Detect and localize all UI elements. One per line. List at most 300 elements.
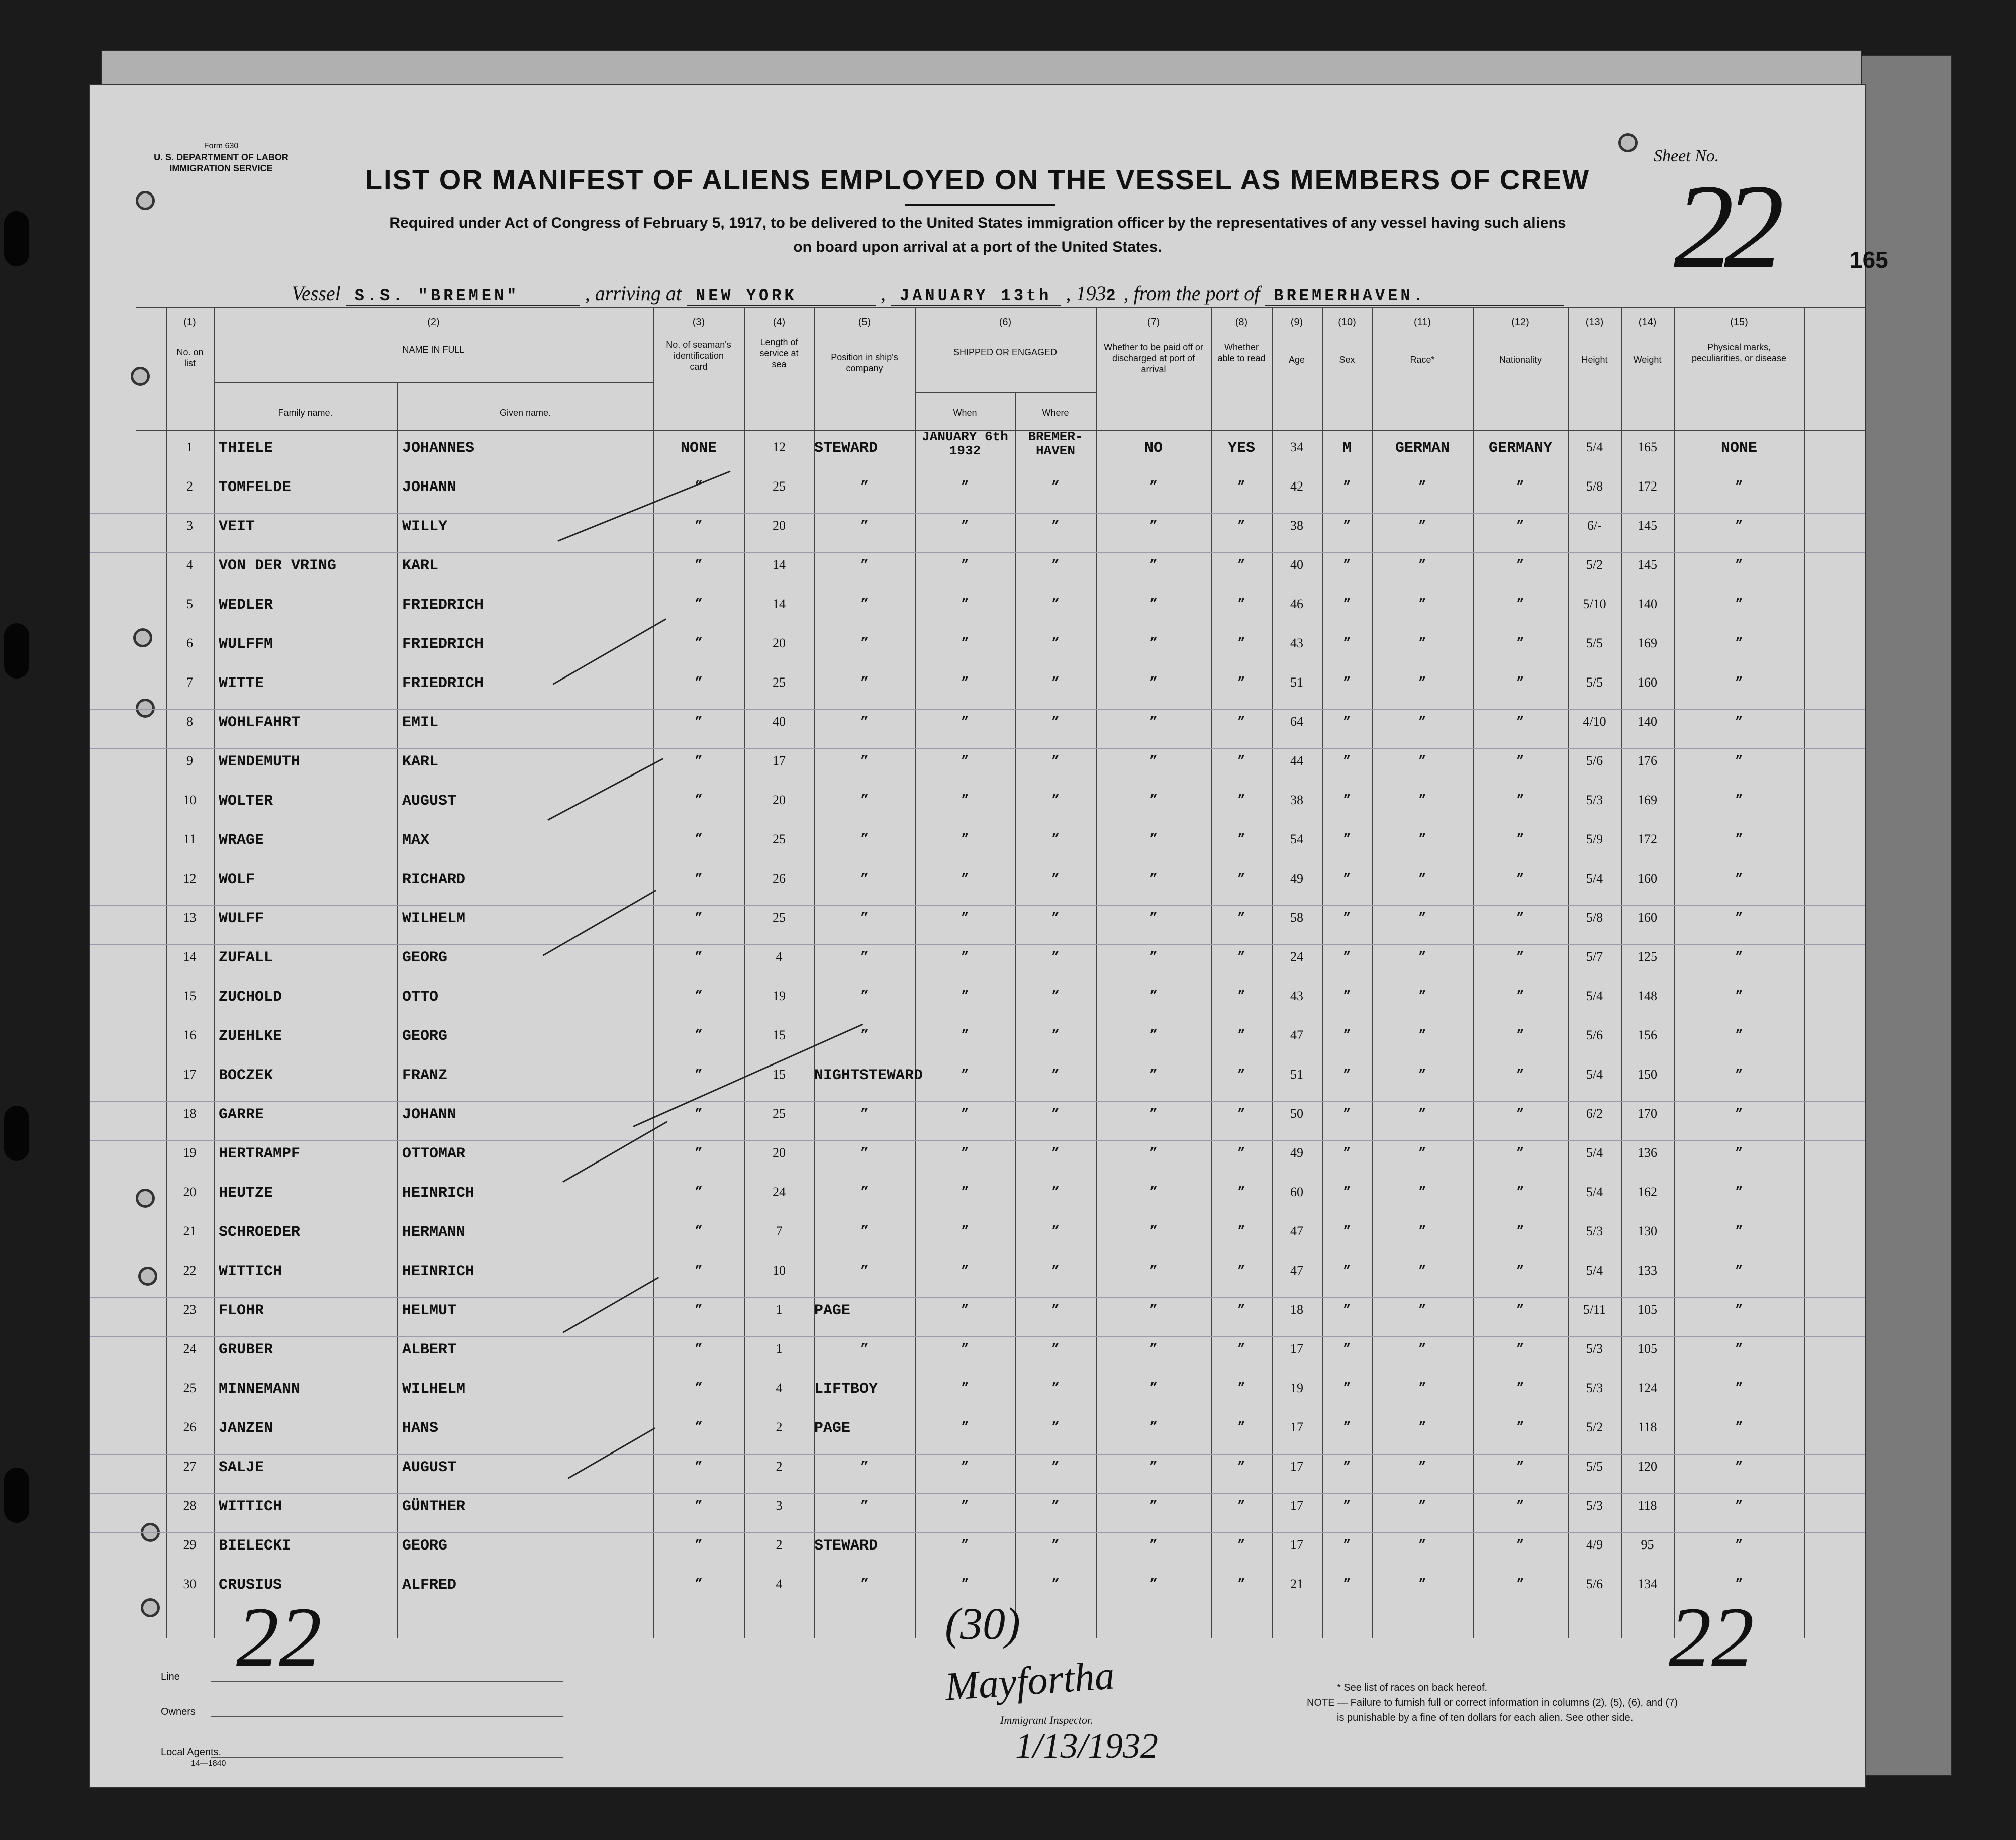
given-name: GEORG <box>402 1028 448 1045</box>
row-number: 18 <box>183 1106 197 1121</box>
ditto-mark: ” <box>961 832 969 847</box>
handwritten-sheet-number-left: 22 <box>236 1590 322 1684</box>
ditto-mark: ” <box>1735 1577 1743 1592</box>
vessel-line: Vessel S.S. "BREMEN" , arriving at NEW YORK , JANUARY 13th , 1932 , from the port of BREMERHAVEN. <box>292 281 1564 306</box>
row-number: 14 <box>183 949 197 964</box>
height: 5/4 <box>1586 871 1603 886</box>
ditto-mark: ” <box>1343 1185 1351 1200</box>
age: 40 <box>1290 557 1303 572</box>
ditto-mark: ” <box>1735 1185 1743 1200</box>
ditto-mark: ” <box>1149 1224 1158 1239</box>
ditto-mark: ” <box>1516 989 1524 1004</box>
col-number: (2) <box>427 317 440 328</box>
ditto-mark: ” <box>1418 597 1426 612</box>
length-of-service: 12 <box>773 440 786 454</box>
ditto-mark: ” <box>1051 675 1060 690</box>
ditto-mark: ” <box>695 793 703 808</box>
height: 6/2 <box>1586 1106 1603 1121</box>
ditto-mark: ” <box>695 1577 703 1592</box>
ditto-mark: ” <box>1051 1302 1060 1317</box>
ditto-mark: ” <box>1343 1263 1351 1278</box>
height: 5/8 <box>1586 479 1603 494</box>
family-name: HEUTZE <box>219 1185 273 1202</box>
ditto-mark: ” <box>1051 1145 1060 1160</box>
family-name: WOLF <box>219 871 255 888</box>
ditto-mark: ” <box>1418 832 1426 847</box>
col-header-nationality: Nationality <box>1499 355 1542 365</box>
ditto-mark: ” <box>961 1224 969 1239</box>
row-number: 29 <box>183 1537 197 1552</box>
ditto-mark: ” <box>1516 518 1524 533</box>
family-name: VEIT <box>219 518 255 535</box>
height: 5/4 <box>1586 1067 1603 1082</box>
ditto-mark: ” <box>1735 1420 1743 1435</box>
position: ” <box>860 675 869 690</box>
weight: 124 <box>1638 1381 1657 1395</box>
row-number: 12 <box>183 871 197 886</box>
age: 44 <box>1290 753 1303 768</box>
ditto-mark: ” <box>961 1577 969 1592</box>
ditto-mark: ” <box>1343 597 1351 612</box>
row-number: 16 <box>183 1028 197 1042</box>
row-rule <box>90 552 1865 553</box>
ditto-mark: ” <box>1149 1341 1158 1357</box>
ditto-mark: ” <box>961 1263 969 1278</box>
shipped-subheader-rule <box>915 392 1096 393</box>
shipped-when: JANUARY 6th 1932 <box>922 429 1008 458</box>
length-of-service: 20 <box>773 518 786 533</box>
family-name: SALJE <box>219 1459 264 1476</box>
ditto-mark: ” <box>1149 479 1158 494</box>
age: 51 <box>1290 1067 1303 1082</box>
paid-off: NO <box>1144 440 1163 457</box>
age: 60 <box>1290 1185 1303 1199</box>
row-number: 22 <box>183 1263 197 1278</box>
ditto-mark: ” <box>1149 1185 1158 1200</box>
col-header-service: Length of service at sea <box>759 337 799 369</box>
height: 5/6 <box>1586 753 1603 768</box>
weight: 160 <box>1638 910 1657 925</box>
family-name: WOLTER <box>219 793 273 810</box>
ditto-mark: ” <box>1516 1302 1524 1317</box>
row-number: 30 <box>183 1577 197 1591</box>
ditto-mark: ” <box>1418 636 1426 651</box>
ditto-mark: ” <box>695 832 703 847</box>
ditto-mark: ” <box>1237 1381 1245 1396</box>
ditto-mark: ” <box>1516 1498 1524 1513</box>
ditto-mark: ” <box>1735 518 1743 533</box>
form-number: Form 630 <box>204 142 239 150</box>
row-rule <box>90 1336 1865 1337</box>
position: LIFTBOY <box>814 1381 878 1398</box>
inspector-label: Immigrant Inspector. <box>1000 1714 1093 1726</box>
weight: 145 <box>1638 518 1657 533</box>
inspector-signature: Mayfortha <box>943 1653 1116 1709</box>
age: 42 <box>1290 479 1303 494</box>
ditto-mark: ” <box>1343 949 1351 964</box>
position: ” <box>860 1263 869 1278</box>
age: 21 <box>1290 1577 1303 1591</box>
ditto-mark: ” <box>1516 1067 1524 1082</box>
ditto-mark: ” <box>1237 949 1245 964</box>
position: ” <box>860 597 869 612</box>
ditto-mark: ” <box>1516 1341 1524 1357</box>
row-number: 11 <box>183 832 197 846</box>
ditto-mark: ” <box>695 1381 703 1396</box>
ditto-mark: ” <box>1343 1224 1351 1239</box>
ditto-mark: ” <box>961 1145 969 1160</box>
ditto-mark: ” <box>1735 1459 1743 1474</box>
ditto-mark: ” <box>695 557 703 572</box>
ditto-mark: ” <box>1418 518 1426 533</box>
col-number: (13) <box>1585 317 1604 328</box>
ditto-mark: ” <box>1418 675 1426 690</box>
ditto-mark: ” <box>1735 753 1743 768</box>
ditto-mark: ” <box>961 1185 969 1200</box>
able-to-read: YES <box>1227 440 1255 457</box>
col-number: (14) <box>1638 317 1657 328</box>
given-name: WILHELM <box>402 1381 466 1398</box>
ditto-mark: ” <box>1149 1028 1158 1043</box>
ditto-mark: ” <box>1418 910 1426 925</box>
col-divider <box>1621 307 1622 1638</box>
ditto-mark: ” <box>1051 1185 1060 1200</box>
line-rule <box>211 1681 563 1682</box>
age: 34 <box>1290 440 1303 454</box>
length-of-service: 15 <box>773 1028 786 1042</box>
position: ” <box>860 989 869 1004</box>
ditto-mark: ” <box>1343 793 1351 808</box>
ditto-mark: ” <box>961 479 969 494</box>
arrival-date: JANUARY 13th <box>891 286 1061 306</box>
ditto-mark: ” <box>695 1498 703 1513</box>
department-name: U. S. DEPARTMENT OF LABOR <box>154 152 289 162</box>
ditto-mark: ” <box>1735 793 1743 808</box>
row-rule <box>90 1140 1865 1141</box>
ditto-mark: ” <box>1237 753 1245 768</box>
ditto-mark: ” <box>1735 636 1743 651</box>
col-header-given-name: Given name. <box>499 408 551 418</box>
age: 54 <box>1290 832 1303 846</box>
ditto-mark: ” <box>1735 871 1743 886</box>
service-name: IMMIGRATION SERVICE <box>169 163 273 173</box>
weight: 120 <box>1638 1459 1657 1474</box>
col-number: (10) <box>1338 317 1356 328</box>
row-number: 27 <box>183 1459 197 1474</box>
weight: 95 <box>1641 1537 1654 1552</box>
age: 17 <box>1290 1537 1303 1552</box>
row-number: 5 <box>186 597 193 611</box>
age: 18 <box>1290 1302 1303 1317</box>
ditto-mark: ” <box>1343 989 1351 1004</box>
ditto-mark: ” <box>961 1420 969 1435</box>
ditto-mark: ” <box>1051 1224 1060 1239</box>
row-rule <box>90 1454 1865 1455</box>
ditto-mark: ” <box>1516 1577 1524 1592</box>
family-name: BOCZEK <box>219 1067 273 1084</box>
weight: 148 <box>1638 989 1657 1003</box>
physical-marks: NONE <box>1720 440 1757 457</box>
ditto-mark: ” <box>961 910 969 925</box>
weight: 145 <box>1638 557 1657 572</box>
ditto-mark: ” <box>1149 1145 1158 1160</box>
row-number: 9 <box>186 753 193 768</box>
ditto-mark: ” <box>1418 1106 1426 1121</box>
ditto-mark: ” <box>1237 1302 1245 1317</box>
ditto-mark: ” <box>1343 636 1351 651</box>
weight: 169 <box>1638 636 1657 650</box>
row-rule <box>90 1297 1865 1298</box>
penalty-note-line-1: NOTE — Failure to furnish full or correct information in columns (2), (5), (6), and (7) <box>1307 1697 1678 1708</box>
ditto-mark: ” <box>1418 1185 1426 1200</box>
ditto-mark: ” <box>1343 871 1351 886</box>
ditto-mark: ” <box>1051 1028 1060 1043</box>
ditto-mark: ” <box>1735 1106 1743 1121</box>
nationality: GERMANY <box>1488 440 1553 457</box>
ditto-mark: ” <box>695 1028 703 1043</box>
col-divider <box>1015 392 1016 1638</box>
col-divider <box>814 307 815 1638</box>
ditto-mark: ” <box>695 910 703 925</box>
height: 5/10 <box>1583 597 1606 611</box>
weight: 160 <box>1638 675 1657 690</box>
row-rule <box>90 1101 1865 1102</box>
ditto-mark: ” <box>1343 1537 1351 1553</box>
ditto-mark: ” <box>1516 832 1524 847</box>
given-name: HEINRICH <box>402 1185 475 1202</box>
age: 49 <box>1290 871 1303 886</box>
col-header-card: No. of seaman's identification card <box>666 340 731 372</box>
row-number: 26 <box>183 1420 197 1434</box>
col-divider <box>1372 307 1373 1638</box>
ditto-mark: ” <box>1418 1341 1426 1357</box>
position: ” <box>860 518 869 533</box>
owners-label: Owners <box>161 1706 196 1717</box>
ditto-mark: ” <box>695 871 703 886</box>
binder-hole <box>4 623 29 679</box>
age: 50 <box>1290 1106 1303 1121</box>
age: 47 <box>1290 1263 1303 1278</box>
arrival-port: NEW YORK <box>687 286 876 306</box>
ditto-mark: ” <box>961 1106 969 1121</box>
race-note: * See list of races on back hereof. <box>1337 1682 1488 1693</box>
ditto-mark: ” <box>1735 1498 1743 1513</box>
ditto-mark: ” <box>1418 1459 1426 1474</box>
ditto-mark: ” <box>1051 714 1060 729</box>
length-of-service: 4 <box>776 1381 783 1395</box>
ditto-mark: ” <box>961 1302 969 1317</box>
age: 64 <box>1290 714 1303 729</box>
ditto-mark: ” <box>1051 1420 1060 1435</box>
row-number: 25 <box>183 1381 197 1395</box>
ditto-mark: ” <box>961 949 969 964</box>
ditto-mark: ” <box>1051 1537 1060 1553</box>
ditto-mark: ” <box>1149 1420 1158 1435</box>
row-rule <box>90 944 1865 945</box>
position: ” <box>860 1577 869 1592</box>
ditto-mark: ” <box>1149 1381 1158 1396</box>
ditto-mark: ” <box>1735 1145 1743 1160</box>
arriving-label: , arriving at <box>585 282 682 305</box>
family-name: MINNEMANN <box>219 1381 301 1398</box>
ditto-mark: ” <box>695 949 703 964</box>
sheet-number-label: Sheet No. <box>1654 147 1719 165</box>
seaman-card-number: NONE <box>680 440 717 457</box>
ditto-mark: ” <box>1149 1106 1158 1121</box>
ditto-mark: ” <box>961 1498 969 1513</box>
ditto-mark: ” <box>1516 1224 1524 1239</box>
age: 47 <box>1290 1224 1303 1238</box>
ditto-mark: ” <box>1735 1028 1743 1043</box>
position: NIGHTSTEWARD <box>814 1067 923 1084</box>
table-top-rule <box>136 307 1865 308</box>
row-number: 3 <box>186 518 193 533</box>
ditto-mark: ” <box>1237 1459 1245 1474</box>
length-of-service: 14 <box>773 557 786 572</box>
ditto-mark: ” <box>1418 1263 1426 1278</box>
age: 38 <box>1290 518 1303 533</box>
ditto-mark: ” <box>1149 753 1158 768</box>
height: 5/9 <box>1586 832 1603 846</box>
manifest-table <box>90 307 1865 1638</box>
given-name: ALBERT <box>402 1341 457 1359</box>
height: 5/4 <box>1586 440 1603 454</box>
given-name: AUGUST <box>402 793 457 810</box>
ditto-mark: ” <box>961 1537 969 1553</box>
agents-rule <box>211 1757 563 1758</box>
position: ” <box>860 1145 869 1160</box>
ditto-mark: ” <box>1237 1498 1245 1513</box>
height: 5/3 <box>1586 1341 1603 1356</box>
ditto-mark: ” <box>961 1381 969 1396</box>
ditto-mark: ” <box>1051 1263 1060 1278</box>
ditto-mark: ” <box>1237 1263 1245 1278</box>
weight: 136 <box>1638 1145 1657 1160</box>
col-header-position: Position in ship's company <box>831 352 898 373</box>
position: ” <box>860 1224 869 1239</box>
weight: 150 <box>1638 1067 1657 1082</box>
col-header-sex: Sex <box>1339 355 1355 365</box>
row-number: 23 <box>183 1302 197 1317</box>
ditto-mark: ” <box>1735 1302 1743 1317</box>
ditto-mark: ” <box>1516 1381 1524 1396</box>
ditto-mark: ” <box>1418 949 1426 964</box>
ditto-mark: ” <box>1735 1263 1743 1278</box>
ditto-mark: ” <box>695 1420 703 1435</box>
position: ” <box>860 1341 869 1357</box>
length-of-service: 2 <box>776 1537 783 1552</box>
ditto-mark: ” <box>1149 636 1158 651</box>
age: 49 <box>1290 1145 1303 1160</box>
ditto-mark: ” <box>1237 1577 1245 1592</box>
family-name: WENDEMUTH <box>219 753 301 770</box>
ditto-mark: ” <box>1735 1067 1743 1082</box>
ditto-mark: ” <box>1051 910 1060 925</box>
col-divider <box>915 307 916 1638</box>
given-name: KARL <box>402 753 439 770</box>
ditto-mark: ” <box>1516 1028 1524 1043</box>
family-name: ZUCHOLD <box>219 989 282 1006</box>
row-number: 21 <box>183 1224 197 1238</box>
handwritten-total-count: (30) <box>945 1599 1020 1649</box>
ditto-mark: ” <box>961 989 969 1004</box>
col-number: (1) <box>183 317 196 328</box>
ditto-mark: ” <box>1051 1341 1060 1357</box>
ditto-mark: ” <box>1343 1145 1351 1160</box>
weight: 170 <box>1638 1106 1657 1121</box>
ditto-mark: ” <box>1149 1302 1158 1317</box>
punch-hole <box>1618 133 1638 152</box>
ditto-mark: ” <box>1343 1302 1351 1317</box>
family-name: THIELE <box>219 440 273 457</box>
length-of-service: 20 <box>773 636 786 650</box>
ditto-mark: ” <box>1051 597 1060 612</box>
length-of-service: 1 <box>776 1302 783 1317</box>
ditto-mark: ” <box>1237 1341 1245 1357</box>
weight: 105 <box>1638 1341 1657 1356</box>
ditto-mark: ” <box>695 479 703 494</box>
position: ” <box>860 910 869 925</box>
given-name: FRIEDRICH <box>402 675 484 692</box>
height: 5/3 <box>1586 793 1603 807</box>
ditto-mark: ” <box>1051 1106 1060 1121</box>
row-rule <box>90 748 1865 749</box>
height: 5/3 <box>1586 1498 1603 1513</box>
col-number: (3) <box>692 317 705 328</box>
given-name: FRANZ <box>402 1067 448 1084</box>
ditto-mark: ” <box>1149 989 1158 1004</box>
ditto-mark: ” <box>1343 518 1351 533</box>
col-number: (12) <box>1511 317 1529 328</box>
weight: 165 <box>1638 440 1657 454</box>
ditto-mark: ” <box>1237 1420 1245 1435</box>
col-header-read: Whether able to read <box>1217 342 1266 363</box>
col-number: (4) <box>773 317 786 328</box>
col-header-race: Race* <box>1410 355 1435 365</box>
row-number: 10 <box>183 793 197 807</box>
ditto-mark: ” <box>1051 636 1060 651</box>
col-header-when: When <box>953 408 977 418</box>
position: PAGE <box>814 1302 851 1319</box>
col-divider <box>1322 307 1323 1638</box>
length-of-service: 25 <box>773 1106 786 1121</box>
ditto-mark: ” <box>1516 636 1524 651</box>
given-name: GEORG <box>402 1537 448 1555</box>
family-name: WULFF <box>219 910 264 927</box>
col-divider <box>214 307 215 1638</box>
family-name: WITTICH <box>219 1498 282 1515</box>
ditto-mark: ” <box>1051 1381 1060 1396</box>
ditto-mark: ” <box>1516 793 1524 808</box>
length-of-service: 17 <box>773 753 786 768</box>
ditto-mark: ” <box>1516 753 1524 768</box>
owners-rule <box>211 1716 563 1717</box>
vessel-label: Vessel <box>292 282 341 305</box>
position: ” <box>860 753 869 768</box>
ditto-mark: ” <box>1149 1263 1158 1278</box>
col-divider <box>166 307 167 1638</box>
ditto-mark: ” <box>1343 1067 1351 1082</box>
ditto-mark: ” <box>1149 518 1158 533</box>
ditto-mark: ” <box>1418 1381 1426 1396</box>
document-title: LIST OR MANIFEST OF ALIENS EMPLOYED ON THE VESSEL AS MEMBERS OF CREW <box>365 164 1590 196</box>
col-divider <box>1211 307 1212 1638</box>
ditto-mark: ” <box>1237 1185 1245 1200</box>
ditto-mark: ” <box>961 1067 969 1082</box>
col-header-weight: Weight <box>1633 355 1662 365</box>
penalty-note-line-2: is punishable by a fine of ten dollars for each alien. See other side. <box>1337 1712 1634 1723</box>
position: STEWARD <box>814 1537 878 1555</box>
